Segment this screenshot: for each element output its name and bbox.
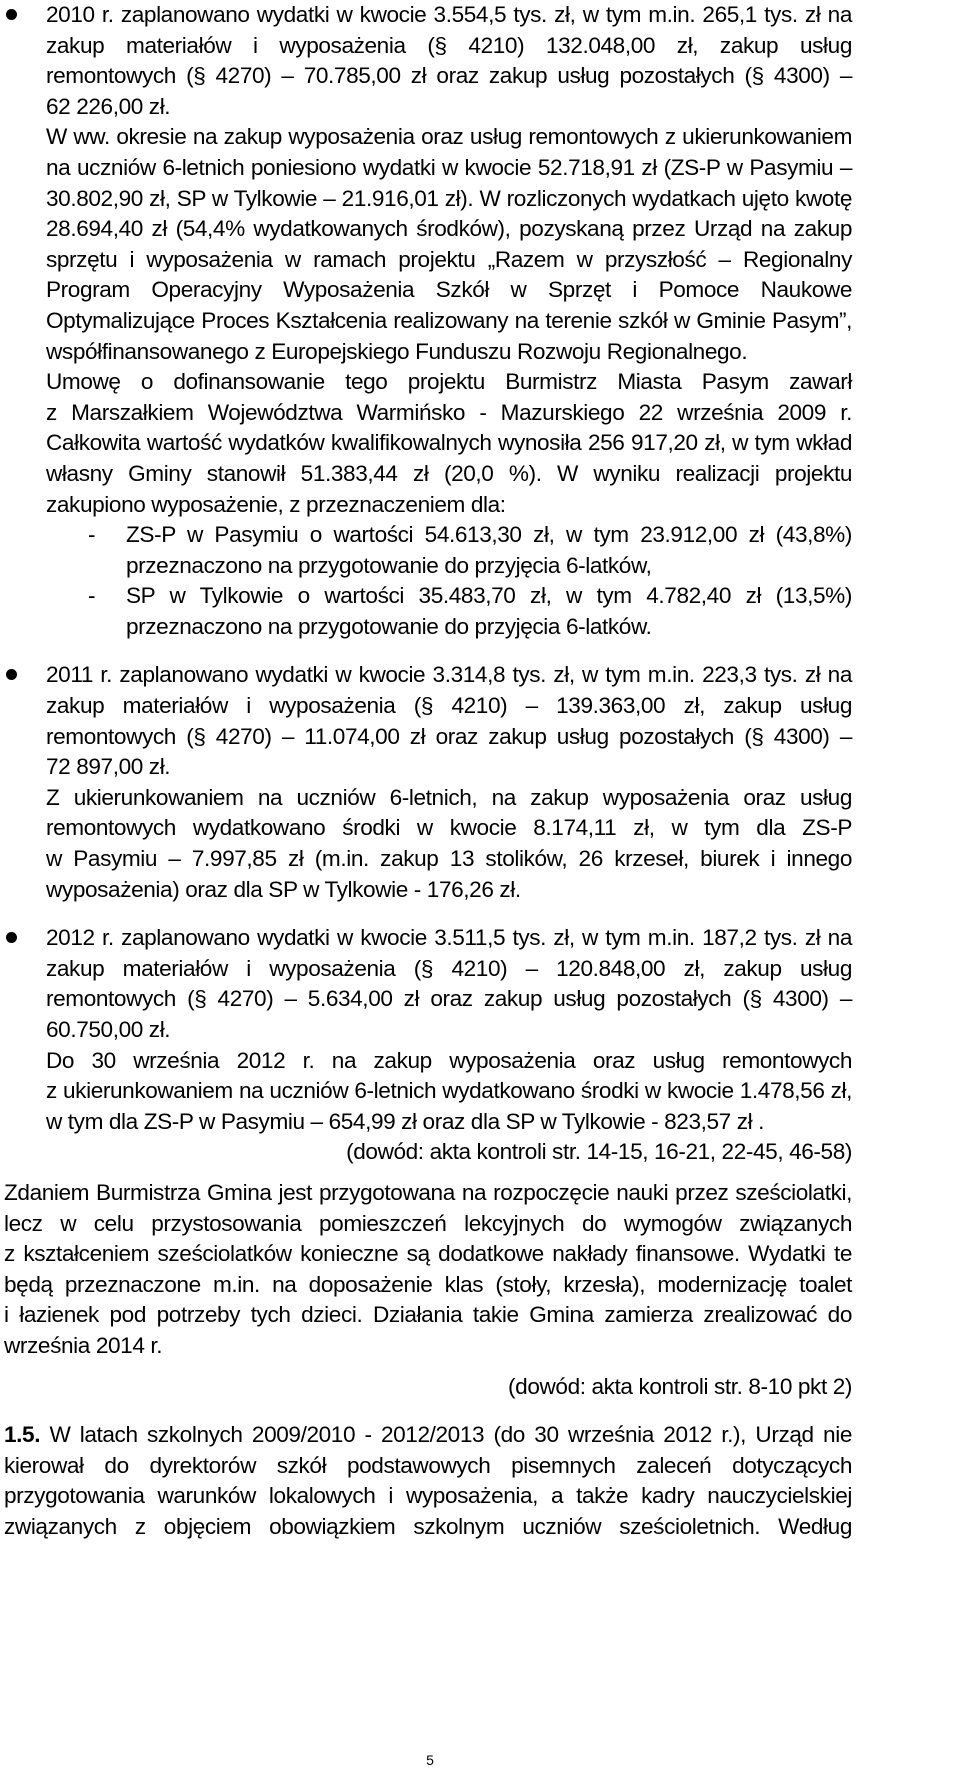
bullet-dot — [6, 669, 17, 680]
text-line: zakup materiałów i wyposażenia (§ 4210) 132.048,00 zł, zakup usług — [46, 32, 852, 58]
text-line: zakup materiałów i wyposażenia (§ 4210) – 139.363,00 zł, zakup usług — [46, 693, 852, 719]
text-line: Do 30 września 2012 r. na zakup wyposażenia oraz usług remontowych — [46, 1047, 852, 1073]
text-line: Optymalizujące Proces Kształcenia realizowany na terenie szkół w Gminie Pasym”, — [46, 307, 852, 333]
text-line: kierował do dyrektorów szkół podstawowych pisemnych zaleceń dotyczących — [4, 1452, 852, 1478]
text-line: SP w Tylkowie o wartości 35.483,70 zł, w tym 4.782,40 zł (13,5%) — [126, 583, 852, 609]
text-line: zakup materiałów i wyposażenia (§ 4210) – 120.848,00 zł, zakup usług — [46, 955, 852, 981]
text-line: W ww. okresie na zakup wyposażenia oraz usług remontowych z ukierunkowaniem — [46, 124, 852, 150]
text-line: Umowę o dofinansowanie tego projektu Burmistrz Miasta Pasym zawarł — [46, 369, 852, 395]
text-line: będą przeznaczone m.in. na doposażenie klas (stoły, krzesła), modernizację toalet — [4, 1271, 852, 1297]
dash-item-sp — [4, 581, 852, 642]
text-line: 30.802,90 zł, SP w Tylkowie – 21.916,01 zł). W rozliczonych wydatkach ujęto kwotę — [46, 185, 852, 211]
text-line: na uczniów 6-letnich poniesiono wydatki w kwocie 52.718,91 zł (ZS-P w Pasymiu – — [46, 154, 852, 180]
text-line: Całkowita wartość wydatków kwalifikowalnych wynosiła 256 917,20 zł, w tym wkład — [46, 430, 852, 456]
text-line: remontowych (§ 4270) – 11.074,00 zł oraz zakup usług pozostałych (§ 4300) – — [46, 723, 852, 749]
text-line: września 2014 r. — [4, 1332, 163, 1358]
paragraph-mayor — [4, 1178, 852, 1402]
text-line: 2010 r. zaplanowano wydatki w kwocie 3.554,5 tys. zł, w tym m.in. 265,1 tys. zł na — [46, 2, 852, 27]
text-line: przygotowania warunków lokalowych i wyposażenia, a także kadry nauczycielskiej — [4, 1483, 852, 1509]
text-line: związanych z objęciem obowiązkiem szkolnym uczniów sześcioletnich. Według — [4, 1513, 852, 1539]
text-line: remontowych (§ 4270) – 70.785,00 zł oraz zakup usług pozostałych (§ 4300) – — [46, 63, 852, 89]
text-line: 72 897,00 zł. — [46, 754, 171, 780]
evidence-note: (dowód: akta kontroli str. 14-15, 16-21, 22-45, 46-58) — [346, 1139, 852, 1165]
bullet-2011 — [4, 660, 852, 905]
text-line: przeznaczono na przygotowanie do przyjęcia 6-latków, — [126, 552, 652, 578]
bullet-dot — [6, 932, 17, 943]
text-line: z Marszałkiem Województwa Warmińsko - Mazurskiego 22 września 2009 r. — [46, 399, 852, 425]
text-line: przeznaczono na przygotowanie do przyjęcia 6-latków. — [126, 613, 652, 639]
text-line: własny Gminy stanowił 51.383,44 zł (20,0 %). W wyniku realizacji projektu — [46, 460, 852, 486]
text-line: 28.694,40 zł (54,4% wydatkowanych środków), pozyskaną przez Urząd na zakup — [46, 216, 852, 242]
text-line: lecz w celu przystosowania pomieszczeń lekcyjnych do wymogów związanych — [4, 1210, 852, 1236]
text-line: remontowych (§ 4270) – 5.634,00 zł oraz zakup usług pozostałych (§ 4300) – — [46, 986, 852, 1012]
document-page — [4, 0, 852, 1543]
text-line: 2012 r. zaplanowano wydatki w kwocie 3.511,5 tys. zł, w tym m.in. 187,2 tys. zł na — [46, 925, 852, 951]
text-line: sprzętu i wyposażenia w ramach projektu „Razem w przyszłość – Regionalny — [46, 246, 852, 272]
text-line: Program Operacyjny Wyposażenia Szkół w Sprzęt i Pomoce Naukowe — [46, 277, 852, 303]
text-line: remontowych wydatkowano środki w kwocie 8.174,11 zł, w tym dla ZS-P — [46, 815, 852, 841]
text-line: i łazienek pod potrzeby tych dzieci. Działania takie Gmina zamierza zrealizować do — [4, 1302, 852, 1328]
text-line: wyposażenia) oraz dla SP w Tylkowie - 176,26 zł. — [46, 876, 521, 902]
text-line: 60.750,00 zł. — [46, 1017, 171, 1042]
text-line — [4, 1420, 852, 1451]
dash-marker: - — [88, 583, 96, 609]
section-1-5 — [4, 1420, 852, 1542]
bullet-dot — [6, 9, 17, 20]
text-line: zakupiono wyposażenie, z przeznaczeniem dla: — [46, 491, 506, 517]
text-line: z ukierunkowaniem na uczniów 6-letnich wydatkowano środki w kwocie 1.478,56 zł, — [46, 1078, 852, 1104]
text-line: Z ukierunkowaniem na uczniów 6-letnich, na zakup wyposażenia oraz usług — [46, 784, 852, 810]
evidence-note: (dowód: akta kontroli str. 8-10 pkt 2) — [508, 1373, 852, 1399]
bullet-2010 — [4, 0, 852, 520]
text-line: w tym dla ZS-P w Pasymiu – 654,99 zł oraz dla SP w Tylkowie - 823,57 zł . — [46, 1108, 764, 1134]
section-first-line: W latach szkolnych 2009/2010 - 2012/2013 (do 30 września 2012 r.), Urząd nie — [49, 1422, 852, 1448]
dash-item-zsp — [4, 520, 852, 581]
page-number: 5 — [426, 1752, 434, 1768]
text-line: 62 226,00 zł. — [46, 93, 171, 119]
text-line: z kształceniem sześciolatków konieczne są dodatkowe nakłady finansowe. Wydatki te — [4, 1241, 852, 1267]
bullet-2012 — [4, 923, 852, 1168]
text-line: 2011 r. zaplanowano wydatki w kwocie 3.314,8 tys. zł, w tym m.in. 223,3 tys. zł na — [46, 662, 852, 688]
text-line: współfinansowanego z Europejskiego Funduszu Rozwoju Regionalnego. — [46, 338, 748, 364]
text-line: w Pasymiu – 7.997,85 zł (m.in. zakup 13 stolików, 26 krzeseł, biurek i innego — [46, 846, 852, 872]
dash-marker: - — [88, 522, 96, 548]
section-number: 1.5. — [4, 1422, 41, 1448]
text-line: Zdaniem Burmistrza Gmina jest przygotowana na rozpoczęcie nauki przez sześciolatki, — [4, 1179, 852, 1205]
text-line: ZS-P w Pasymiu o wartości 54.613,30 zł, w tym 23.912,00 zł (43,8%) — [126, 522, 852, 548]
